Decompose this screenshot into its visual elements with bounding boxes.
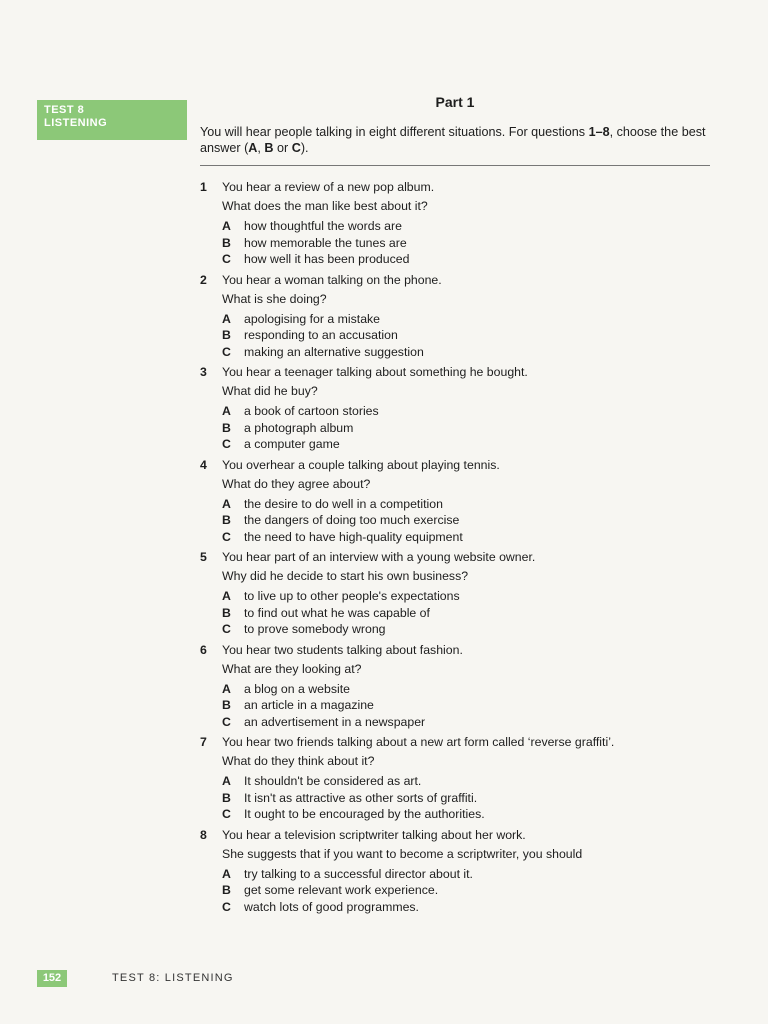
question-line bbox=[198, 271, 718, 290]
question-7 bbox=[198, 733, 718, 823]
answer-option-c bbox=[222, 436, 718, 453]
option-text: to find out what he was capable of bbox=[244, 605, 430, 620]
answer-options bbox=[222, 218, 718, 268]
question-prompt: She suggests that if you want to become a scriptwriter, you should bbox=[222, 846, 583, 861]
answer-letter: B bbox=[264, 141, 274, 155]
question-prompt: What do they think about it? bbox=[222, 754, 375, 768]
option-letter: C bbox=[222, 899, 231, 914]
answer-option-a bbox=[222, 681, 718, 698]
page-number: 152 bbox=[37, 970, 67, 987]
option-text: responding to an accusation bbox=[244, 328, 398, 342]
answer-option-c bbox=[222, 251, 718, 268]
question-line bbox=[198, 548, 718, 567]
option-text: making an alternative suggestion bbox=[244, 344, 424, 359]
instructions-text: ). bbox=[300, 141, 309, 155]
option-letter: C bbox=[222, 344, 231, 359]
question-number: 4 bbox=[200, 457, 207, 472]
option-letter: A bbox=[222, 774, 231, 788]
question-number: 8 bbox=[200, 827, 207, 842]
section-tab bbox=[37, 100, 187, 140]
question-line bbox=[198, 178, 718, 197]
question-prompt: What do they agree about? bbox=[222, 476, 371, 491]
option-letter: B bbox=[222, 790, 231, 805]
answer-option-c bbox=[222, 621, 718, 638]
option-text: how memorable the tunes are bbox=[244, 235, 407, 250]
answer-option-c bbox=[222, 806, 718, 823]
option-text: get some relevant work experience. bbox=[244, 883, 439, 897]
answer-options bbox=[222, 496, 718, 546]
answer-option-b bbox=[222, 235, 718, 252]
option-letter: B bbox=[222, 883, 231, 897]
question-line bbox=[198, 733, 718, 752]
option-text: a computer game bbox=[244, 437, 340, 451]
question-6 bbox=[198, 641, 718, 731]
answer-option-b bbox=[222, 790, 718, 807]
option-text: the desire to do well in a competition bbox=[244, 496, 443, 511]
option-letter: B bbox=[222, 420, 231, 435]
instructions-text: You will hear people talking in eight different situations. For questions bbox=[200, 125, 589, 139]
option-letter: C bbox=[222, 807, 231, 821]
question-text: You hear two friends talking about a new art form called ‘reverse graffiti’. bbox=[222, 735, 615, 749]
option-text: a blog on a website bbox=[244, 681, 350, 696]
question-number: 1 bbox=[200, 180, 207, 194]
divider bbox=[200, 165, 710, 166]
question-number: 6 bbox=[200, 642, 207, 657]
question-text: You hear a woman talking on the phone. bbox=[222, 272, 442, 287]
option-text: watch lots of good programmes. bbox=[244, 899, 419, 914]
question-prompt: What did he buy? bbox=[222, 384, 318, 398]
instructions-text: , choose the best answer ( bbox=[200, 125, 706, 155]
answer-option-a bbox=[222, 773, 718, 790]
question-prompt: What is she doing? bbox=[222, 291, 327, 306]
question-3 bbox=[198, 363, 718, 453]
answer-options bbox=[222, 403, 718, 453]
answer-option-a bbox=[222, 218, 718, 235]
question-prompt: What are they looking at? bbox=[222, 661, 362, 676]
instructions-text: or bbox=[273, 141, 292, 155]
option-text: the need to have high-quality equipment bbox=[244, 529, 463, 544]
option-text: how well it has been produced bbox=[244, 252, 410, 266]
answer-option-c bbox=[222, 899, 718, 916]
question-text: You hear a teenager talking about something he bought. bbox=[222, 365, 528, 379]
option-letter: C bbox=[222, 622, 231, 636]
question-line bbox=[198, 363, 718, 382]
question-number: 2 bbox=[200, 272, 207, 287]
option-letter: A bbox=[222, 496, 231, 511]
answer-option-b bbox=[222, 512, 718, 529]
answer-option-a bbox=[222, 588, 718, 605]
answer-options bbox=[222, 681, 718, 731]
answer-option-b bbox=[222, 420, 718, 437]
option-letter: A bbox=[222, 866, 231, 881]
answer-option-b bbox=[222, 697, 718, 714]
option-letter: A bbox=[222, 219, 231, 233]
answer-options bbox=[222, 866, 718, 916]
question-number: 7 bbox=[200, 735, 207, 749]
question-text: You hear a review of a new pop album. bbox=[222, 180, 435, 194]
question-range: 1–8 bbox=[588, 125, 610, 139]
answer-option-c bbox=[222, 714, 718, 731]
option-letter: B bbox=[222, 698, 231, 712]
answer-options bbox=[222, 773, 718, 823]
answer-option-a bbox=[222, 311, 718, 328]
option-letter: C bbox=[222, 714, 231, 729]
question-text: You overhear a couple talking about playing tennis. bbox=[222, 457, 500, 472]
answer-letter: C bbox=[291, 141, 301, 155]
option-text: It isn't as attractive as other sorts of graffiti. bbox=[244, 790, 478, 805]
question-line bbox=[198, 641, 718, 660]
instructions-text: , bbox=[257, 141, 265, 155]
question-prompt: Why did he decide to start his own business? bbox=[222, 569, 469, 583]
answer-option-c bbox=[222, 344, 718, 361]
question-prompt: What does the man like best about it? bbox=[222, 199, 428, 213]
option-text: to prove somebody wrong bbox=[244, 622, 386, 636]
option-letter: B bbox=[222, 513, 231, 527]
option-text: try talking to a successful director about it. bbox=[244, 866, 473, 881]
answer-options bbox=[222, 311, 718, 361]
footer-title: TEST 8: LISTENING bbox=[112, 972, 234, 984]
option-letter: C bbox=[222, 437, 231, 451]
option-letter: C bbox=[222, 529, 231, 544]
question-2 bbox=[198, 271, 718, 361]
question-number: 3 bbox=[200, 365, 207, 379]
answer-option-a bbox=[222, 866, 718, 883]
option-text: an advertisement in a newspaper bbox=[244, 714, 426, 729]
option-letter: A bbox=[222, 311, 231, 326]
option-text: It ought to be encouraged by the authorities. bbox=[244, 807, 485, 821]
question-text: You hear a television scriptwriter talking about her work. bbox=[222, 827, 526, 842]
question-5 bbox=[198, 548, 718, 638]
question-line bbox=[198, 826, 718, 845]
option-letter: B bbox=[222, 328, 231, 342]
answer-letter: A bbox=[248, 141, 258, 155]
option-text: apologising for a mistake bbox=[244, 311, 381, 326]
question-4 bbox=[198, 456, 718, 546]
option-letter: A bbox=[222, 404, 231, 418]
option-text: a photograph album bbox=[244, 420, 354, 435]
answer-option-b bbox=[222, 605, 718, 622]
option-letter: C bbox=[222, 252, 231, 266]
question-text: You hear part of an interview with a young website owner. bbox=[222, 550, 536, 564]
answer-options bbox=[222, 588, 718, 638]
answer-option-c bbox=[222, 529, 718, 546]
section-tab-listening: LISTENING bbox=[44, 117, 108, 129]
question-line bbox=[198, 456, 718, 475]
option-text: the dangers of doing too much exercise bbox=[244, 513, 460, 527]
answer-option-a bbox=[222, 403, 718, 420]
question-text: You hear two students talking about fashion. bbox=[222, 642, 463, 657]
instructions bbox=[200, 124, 710, 156]
answer-option-a bbox=[222, 496, 718, 513]
option-text: how thoughtful the words are bbox=[244, 219, 402, 233]
question-list bbox=[198, 178, 718, 918]
part-title: Part 1 bbox=[435, 94, 475, 110]
answer-option-b bbox=[222, 327, 718, 344]
option-letter: A bbox=[222, 589, 231, 603]
option-text: an article in a magazine bbox=[244, 698, 374, 712]
answer-option-b bbox=[222, 882, 718, 899]
option-letter: A bbox=[222, 681, 231, 696]
question-1 bbox=[198, 178, 718, 268]
option-text: It shouldn't be considered as art. bbox=[244, 774, 422, 788]
option-letter: B bbox=[222, 605, 231, 620]
option-text: to live up to other people's expectations bbox=[244, 589, 460, 603]
question-number: 5 bbox=[200, 550, 207, 564]
section-tab-test: TEST 8 bbox=[44, 104, 85, 116]
option-text: a book of cartoon stories bbox=[244, 404, 379, 418]
option-letter: B bbox=[222, 235, 231, 250]
question-8 bbox=[198, 826, 718, 916]
